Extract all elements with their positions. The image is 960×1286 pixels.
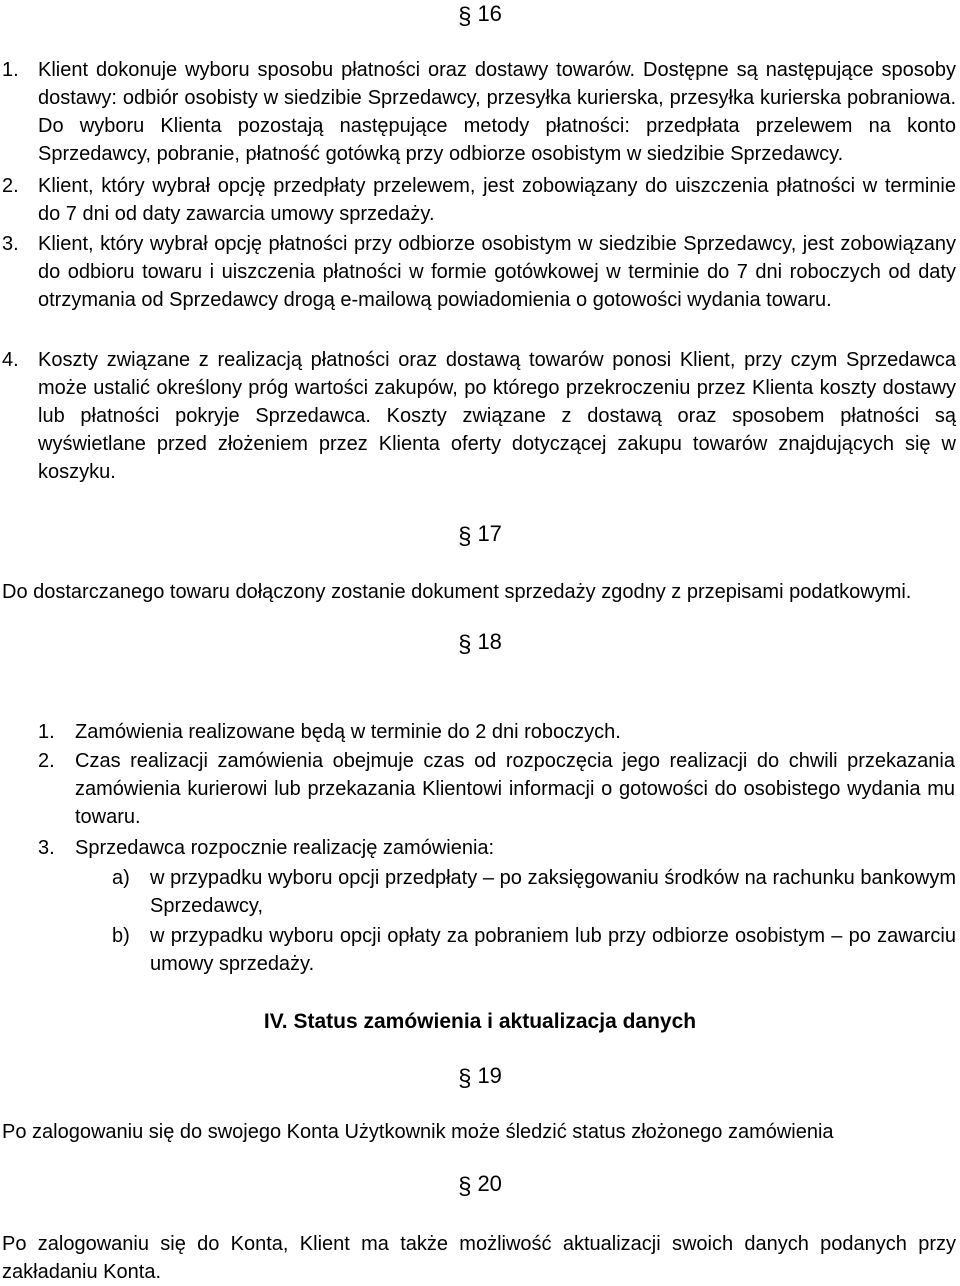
paragraph-19: Po zalogowaniu się do swojego Konta Użytkownik może śledzić status złożonego zamówienia: [2, 1121, 834, 1143]
paragraph-17: Do dostarczanego towaru dołączony zostanie dokument sprzedaży zgodny z przepisami podatkowymi.: [2, 581, 912, 603]
subitem-letter: b): [112, 925, 130, 947]
paragraph-18-2: Czas realizacji zamówienia obejmuje czas od rozpoczęcia jego realizacji do chwili przekazania zamówienia kurierowi lub przekazania Klientowi informacji o gotowości do osobistego wydania mu towaru.: [75, 750, 955, 828]
item-number: 3.: [2, 233, 19, 255]
section-symbol: §: [458, 1173, 472, 1200]
subitem-letter: a): [112, 867, 130, 889]
section-number: 17: [477, 521, 502, 546]
item-number: 2.: [38, 750, 55, 772]
section-17-header: [0, 520, 960, 548]
subitem-a: w przypadku wyboru opcji przedpłaty – po zaksięgowaniu środków na rachunku bankowym Sprzedawcy,: [150, 867, 956, 917]
item-number: 4.: [2, 349, 19, 371]
section-number: 18: [477, 629, 502, 654]
item-number: 1.: [38, 721, 55, 743]
section-18-header: [0, 628, 960, 656]
item-number: 1.: [2, 59, 19, 81]
section-number: 20: [477, 1171, 502, 1196]
paragraph-20: Po zalogowaniu się do Konta, Klient ma także możliwość aktualizacji swoich danych podanych przy zakładaniu Konta.: [2, 1233, 956, 1283]
section-20-header: [0, 1170, 960, 1198]
section-number: 19: [477, 1063, 502, 1088]
section-19-header: [0, 1062, 960, 1090]
section-symbol: §: [458, 523, 472, 550]
section-symbol: §: [458, 631, 472, 658]
subitem-b: w przypadku wyboru opcji opłaty za pobraniem lub przy odbiorze osobistym – po zawarciu umowy sprzedaży.: [150, 925, 956, 975]
paragraph-16-1: Klient dokonuje wyboru sposobu płatności oraz dostawy towarów. Dostępne są następujące sposoby dostawy: odbiór osobisty w siedzibie Sprzedawcy, przesyłka kurierska, przesyłka kurierska pobraniowa. Do wyboru Klienta pozostają następujące metody płatności: przedpłata przelewem na konto Sprzedawcy, pobranie, płatność gotówką przy odbiorze osobistym w siedzibie Sprzedawcy.: [38, 59, 956, 165]
section-symbol: §: [458, 3, 472, 30]
section-symbol: §: [458, 1065, 472, 1092]
paragraph-18-1: Zamówienia realizowane będą w terminie do 2 dni roboczych.: [75, 721, 621, 743]
chapter-heading: IV. Status zamówienia i aktualizacja danych: [263, 1010, 697, 1033]
section-number: 16: [477, 1, 502, 26]
paragraph-18-3: Sprzedawca rozpocznie realizację zamówienia:: [75, 837, 495, 859]
item-number: 2.: [2, 175, 19, 197]
section-16-header: [0, 0, 960, 28]
paragraph-16-2: Klient, który wybrał opcję przedpłaty przelewem, jest zobowiązany do uiszczenia płatności w terminie do 7 dni od daty zawarcia umowy sprzedaży.: [38, 175, 956, 225]
paragraph-16-4: Koszty związane z realizacją płatności oraz dostawą towarów ponosi Klient, przy czym Sprzedawca może ustalić określony próg wartości zakupów, po którego przekroczeniu przez Klienta koszty dostawy lub płatności pokryje Sprzedawca. Koszty związane z dostawą oraz sposobem płatności są wyświetlane przed złożeniem przez Klienta oferty dotyczącej zakupu towarów znajdujących się w koszyku.: [38, 349, 956, 483]
paragraph-16-3: Klient, który wybrał opcję płatności przy odbiorze osobistym w siedzibie Sprzedawcy, jest zobowiązany do odbioru towaru i uiszczenia płatności w formie gotówkowej w terminie do 7 dni roboczych od daty otrzymania od Sprzedawcy drogą e-mailową powiadomienia o gotowości wydania towaru.: [38, 233, 956, 311]
item-number: 3.: [38, 837, 55, 859]
